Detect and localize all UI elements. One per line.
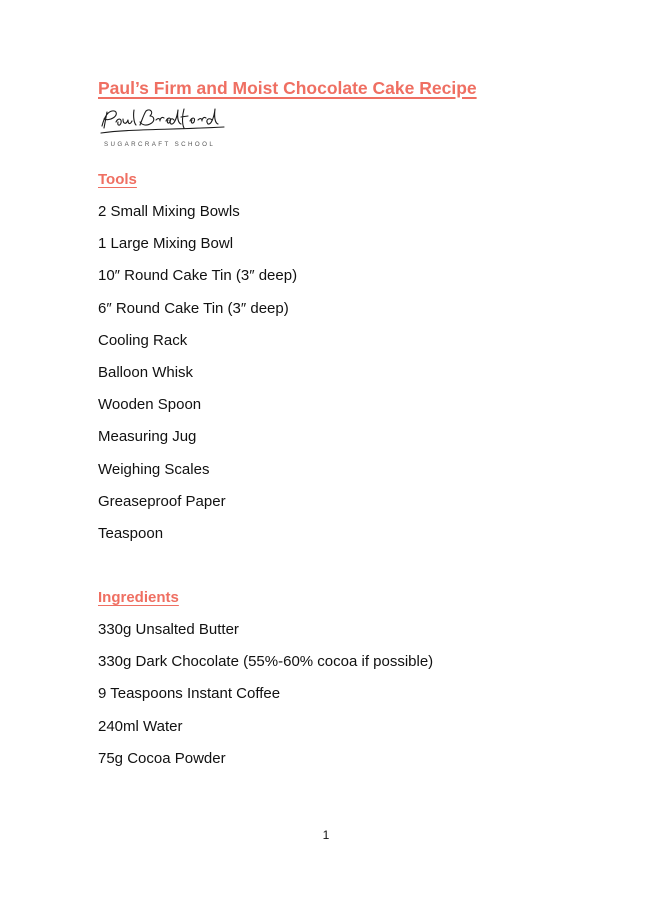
list-item: 10″ Round Cake Tin (3″ deep) bbox=[98, 267, 298, 285]
tools-heading: Tools bbox=[98, 171, 137, 188]
list-item: Measuring Jug bbox=[98, 428, 197, 446]
tools-list bbox=[98, 196, 297, 550]
list-item: 240ml Water bbox=[98, 717, 183, 735]
list-item: Wooden Spoon bbox=[98, 396, 202, 414]
list-item: Greaseproof Paper bbox=[98, 492, 226, 510]
list-item: Teaspoon bbox=[98, 524, 164, 542]
page-number: 1 bbox=[322, 828, 330, 842]
logo-subtitle: SUGARCRAFT SCHOOL bbox=[104, 141, 216, 148]
recipe-title: Paul’s Firm and Moist Chocolate Cake Recipe bbox=[98, 78, 477, 98]
list-item: Weighing Scales bbox=[98, 460, 210, 478]
ingredients-list bbox=[98, 614, 433, 775]
list-item: 9 Teaspoons Instant Coffee bbox=[98, 685, 281, 703]
list-item: 330g Unsalted Butter bbox=[98, 621, 239, 638]
list-item: 1 Large Mixing Bowl bbox=[98, 235, 234, 253]
list-item: 75g Cocoa Powder bbox=[98, 749, 226, 767]
ingredients-heading: Ingredients bbox=[98, 589, 179, 606]
list-item: 330g Dark Chocolate (55%-60% cocoa if possible) bbox=[98, 653, 434, 671]
list-item: 6″ Round Cake Tin (3″ deep) bbox=[98, 299, 289, 317]
paul-bradford-logo bbox=[98, 106, 230, 150]
list-item: Cooling Rack bbox=[98, 331, 188, 349]
list-item: Balloon Whisk bbox=[98, 363, 194, 381]
list-item: 2 Small Mixing Bowls bbox=[98, 203, 240, 220]
